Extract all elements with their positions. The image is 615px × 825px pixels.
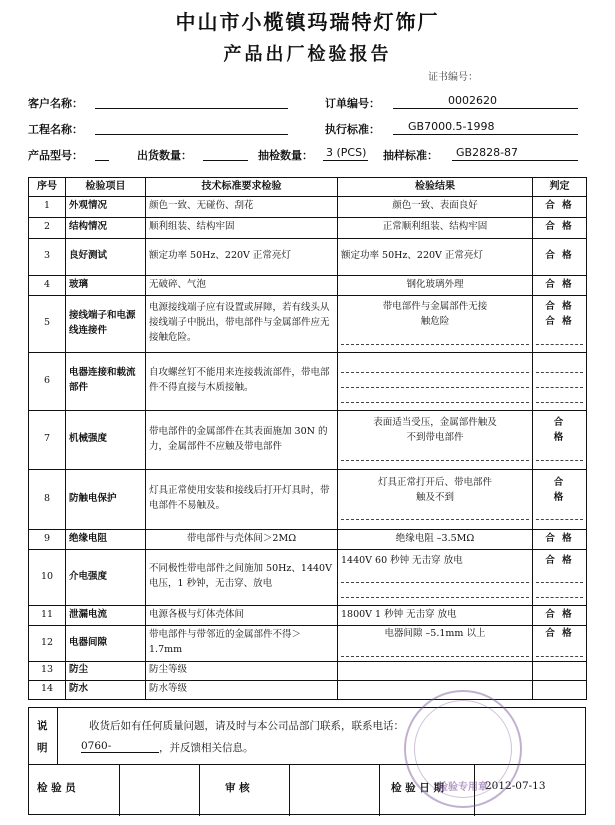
header-judgement: 判定 (533, 178, 587, 197)
company-name: 中山市小榄镇玛瑞特灯饰厂 (175, 10, 440, 34)
table-row (29, 196, 587, 217)
row-item: 电器间隙 (66, 625, 146, 661)
row-result: 额定功率 50Hz、220V 正常亮灯 (338, 238, 533, 275)
row-item: 电器连接和载流部件 (66, 352, 146, 410)
table-row (29, 625, 587, 661)
row-requirement: 顺利组装、结构牢固 (146, 217, 338, 238)
dashed-rule (341, 360, 529, 373)
row-result (338, 295, 533, 352)
model-underline (95, 160, 109, 161)
row-item: 机械强度 (66, 410, 146, 469)
note-label-2: 明 (37, 742, 48, 754)
row-judgement: 合 格 (533, 217, 587, 238)
order-label: 订单编号： (325, 97, 380, 110)
row-judgement: 合 格 (533, 196, 587, 217)
sig-divider-4 (379, 764, 380, 816)
ship-qty-label: 出货数量： (137, 149, 192, 162)
row-no: 9 (29, 529, 66, 549)
row-requirement: 防水等级 (146, 680, 338, 699)
sig-divider-3 (289, 764, 290, 816)
row-judgement (533, 352, 587, 410)
row-result: 颜色一致、表面良好 (338, 196, 533, 217)
customer-underline (95, 108, 288, 109)
table-row (29, 410, 587, 469)
row-no: 3 (29, 238, 66, 275)
table-row (29, 275, 587, 295)
row-no: 14 (29, 680, 66, 699)
row-requirement: 不同极性带电部件之间施加 50Hz、1440V 电压，1 秒钟，无击穿、放电 (146, 549, 338, 605)
dashed-rule (536, 332, 583, 345)
row-judgement-line-2: 格 (553, 491, 566, 503)
table-header-row (29, 178, 587, 197)
sample-qty-value: 3 (PCS) (326, 146, 367, 159)
table-row (29, 469, 587, 529)
row-judgement (533, 549, 587, 605)
ship-qty-underline (203, 160, 248, 161)
row-requirement: 无破碎、气泡 (146, 275, 338, 295)
stamp-text: 检验专用章 (438, 782, 488, 793)
row-item: 介电强度 (66, 549, 146, 605)
row-judgement: 合 格 (533, 605, 587, 625)
row-requirement: 电源各极与灯体壳体间 (146, 605, 338, 625)
dashed-rule (536, 375, 583, 388)
inspector-label: 检 验 员 (37, 782, 76, 794)
table-row (29, 661, 587, 680)
row-no: 8 (29, 469, 66, 529)
cert-number-label: 证书编号： (428, 72, 478, 83)
row-requirement: 灯具正常使用安装和接线后打开灯具时，带电部件不易触及。 (146, 469, 338, 529)
row-judgement: 合 格 (533, 529, 587, 549)
row-judgement (533, 410, 587, 469)
order-underline (393, 108, 578, 109)
inspection-stamp (404, 690, 522, 808)
row-result (338, 352, 533, 410)
row-no: 7 (29, 410, 66, 469)
row-item: 接线端子和电源线连接件 (66, 295, 146, 352)
phone-value: 0760- (81, 740, 159, 753)
row-result-line-1: 带电部件与金属部件无接 (382, 301, 488, 313)
standard-label: 执行标准： (325, 123, 380, 136)
note-divider (57, 708, 58, 764)
dashed-rule (536, 507, 583, 520)
table-row (29, 217, 587, 238)
row-item: 玻璃 (66, 275, 146, 295)
header-no: 序号 (29, 178, 66, 197)
row-result-line-2: 不到带电部件 (406, 432, 464, 443)
row-result-line-1: 表面适当受压，金属部件触及 (373, 417, 497, 429)
row-no: 11 (29, 605, 66, 625)
dashed-rule (341, 332, 529, 345)
row-judgement-line-1: 合 格 (545, 301, 574, 313)
row-requirement: 带电部件与壳体间＞2MΩ (146, 529, 338, 549)
dashed-rule (341, 507, 529, 520)
row-result: 正常顺利组装、结构牢固 (338, 217, 533, 238)
row-item: 防尘 (66, 661, 146, 680)
row-result-line-1: 灯具正常打开后、带电部件 (377, 476, 492, 488)
row-no: 1 (29, 196, 66, 217)
note-label-1: 说 (37, 720, 48, 732)
note-tail: ，并反馈相关信息。 (159, 742, 254, 754)
header-result: 检验结果 (338, 178, 533, 197)
row-no: 2 (29, 217, 66, 238)
row-item: 绝缘电阻 (66, 529, 146, 549)
sig-divider-1 (119, 764, 120, 816)
row-result (338, 625, 533, 661)
row-judgement (533, 680, 587, 699)
row-item: 外观情况 (66, 196, 146, 217)
row-requirement: 自攻螺丝钉不能用来连接载流部件，带电部件不得直接与木质接触。 (146, 352, 338, 410)
row-result-line-1: 电器间隙 –5.1mm 以上 (384, 628, 486, 640)
standard-value: GB7000.5-1998 (408, 120, 495, 133)
row-no: 12 (29, 625, 66, 661)
dashed-rule (536, 390, 583, 403)
dashed-rule (536, 644, 583, 657)
project-label: 工程名称： (28, 123, 83, 136)
inspection-date: 2012-07-13 (485, 780, 546, 792)
row-result (338, 549, 533, 605)
row-requirement: 电源接线端子应有设置或屏障，若有线头从接线端子中脱出，带电部件与金属部件应无接触危险。 (146, 295, 338, 352)
row-result: 1800V 1 秒钟 无击穿 放电 (338, 605, 533, 625)
row-result-line-1: 1440V 60 秒钟 无击穿 放电 (341, 554, 463, 566)
header-item: 检验项目 (66, 178, 146, 197)
row-judgement (533, 295, 587, 352)
row-item: 结构情况 (66, 217, 146, 238)
row-judgement-line-1: 合 格 (545, 554, 574, 566)
row-no: 5 (29, 295, 66, 352)
row-result-line-2: 触及不到 (415, 491, 454, 503)
report-title: 产品出厂检验报告 (223, 44, 392, 65)
order-value: 0002620 (448, 94, 497, 107)
row-requirement: 颜色一致、无碰伤、刮花 (146, 196, 338, 217)
table-row (29, 605, 587, 625)
row-judgement: 合 格 (533, 275, 587, 295)
header-requirement: 技术标准要求检验 (146, 178, 338, 197)
note-text: 收货后如有任何质量问题，请及时与本公司品部门联系，联系电话： (89, 720, 404, 732)
model-label: 产品型号： (28, 149, 83, 162)
customer-label: 客户名称： (28, 97, 83, 110)
row-item: 泄漏电流 (66, 605, 146, 625)
table-row (29, 352, 587, 410)
row-result (338, 661, 533, 680)
dashed-rule (536, 448, 583, 461)
sig-divider-2 (199, 764, 200, 816)
row-judgement-line-1: 合 (553, 417, 566, 429)
row-no: 10 (29, 549, 66, 605)
row-no: 13 (29, 661, 66, 680)
table-row (29, 549, 587, 605)
dashed-rule (341, 644, 529, 657)
sample-qty-label: 抽检数量： (258, 149, 313, 162)
sample-std-value: GB2828-87 (456, 146, 519, 159)
dashed-rule (536, 585, 583, 598)
inspection-table (28, 177, 587, 700)
table-row (29, 295, 587, 352)
row-result: 绝缘电阻 –3.5MΩ (338, 529, 533, 549)
row-no: 6 (29, 352, 66, 410)
row-judgement-line-2: 格 (553, 432, 566, 443)
row-requirement: 带电部件的金属部件在其表面施加 30N 的力，金属部件不应触及带电部件 (146, 410, 338, 469)
table-row (29, 680, 587, 699)
sample-std-underline (452, 160, 578, 161)
row-requirement: 防尘等级 (146, 661, 338, 680)
sample-std-label: 抽样标准： (383, 149, 438, 162)
project-underline (95, 134, 288, 135)
row-item: 防触电保护 (66, 469, 146, 529)
dashed-rule (341, 375, 529, 388)
table-row (29, 238, 587, 275)
row-item: 防水 (66, 680, 146, 699)
sample-qty-underline (323, 160, 368, 161)
row-requirement: 额定功率 50Hz、220V 正常亮灯 (146, 238, 338, 275)
audit-label: 审 核 (225, 782, 250, 794)
row-judgement (533, 661, 587, 680)
dashed-rule (341, 570, 529, 583)
row-judgement: 合 格 (533, 238, 587, 275)
row-judgement-line-2: 合 格 (545, 316, 574, 327)
row-result-line-2: 触危险 (420, 316, 450, 327)
row-judgement-line-1: 合 (553, 476, 566, 488)
row-requirement: 带电部件与带邻近的金属部件不得＞1.7mm (146, 625, 338, 661)
dashed-rule (341, 390, 529, 403)
dashed-rule (341, 585, 529, 598)
row-judgement-line-1: 合 格 (545, 628, 574, 640)
row-item: 良好测试 (66, 238, 146, 275)
row-result (338, 410, 533, 469)
row-result (338, 469, 533, 529)
row-judgement (533, 469, 587, 529)
dashed-rule (536, 360, 583, 373)
table-row (29, 529, 587, 549)
dashed-rule (536, 570, 583, 583)
standard-underline (393, 134, 578, 135)
row-result: 钢化玻璃外理 (338, 275, 533, 295)
date-label: 检 验 日 期 (391, 782, 444, 794)
dashed-rule (341, 448, 529, 461)
row-no: 4 (29, 275, 66, 295)
row-judgement (533, 625, 587, 661)
